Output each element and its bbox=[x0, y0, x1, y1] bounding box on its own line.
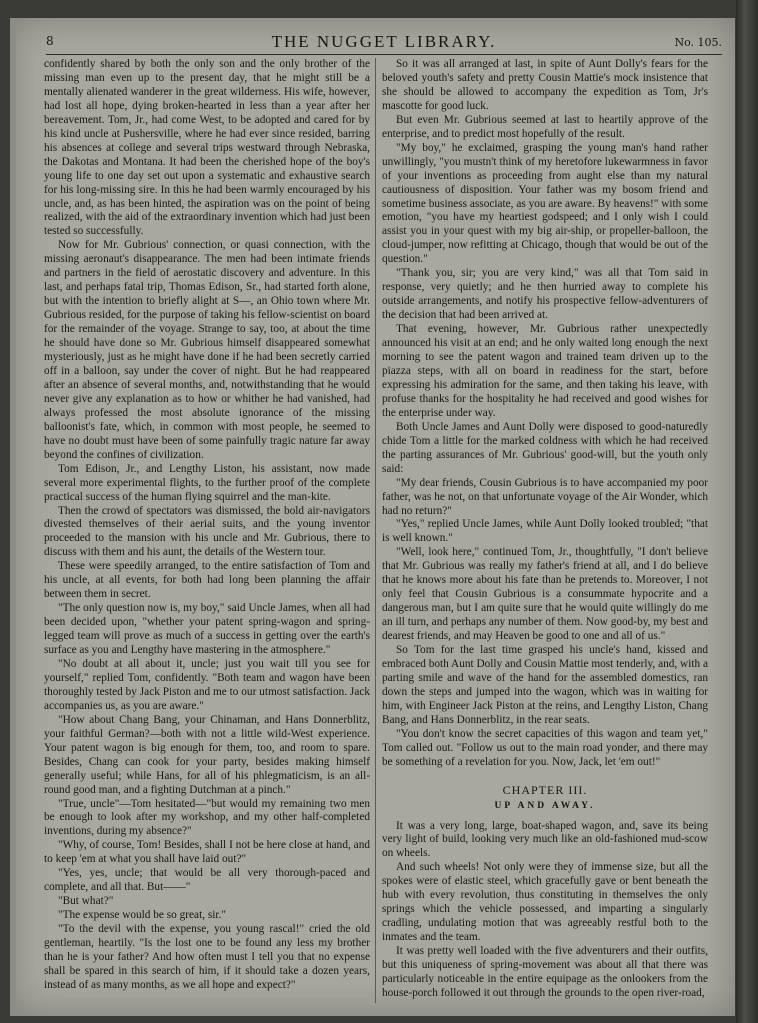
paragraph: It was a very long, large, boat-shaped wagon, and, save its being very light of build, looking very much like an old-fashioned mud-scow on wheels. bbox=[382, 819, 708, 860]
publication-title: THE NUGGET LIBRARY. bbox=[271, 32, 497, 51]
paragraph: These were speedily arranged, to the entire satisfaction of Tom and his uncle, at all events, for both had long been planning the affair between them in secret. bbox=[44, 560, 370, 601]
paragraph: "To the devil with the expense, you young rascal!" cried the old gentleman, heartily. "Is the lost one to be found any less my brother than he is your father? And how often must I tell you that no expense shall be spared in this search of him, if it should take a dozen years, instead of as many months, as we all hope and expect?" bbox=[44, 923, 370, 991]
paragraph: So it was all arranged at last, in spite of Aunt Dolly's fears for the beloved youth's safety and pretty Cousin Mattie's mock insistence that she should be allowed to accompany the expedition as Tom, Jr's mascotte for good luck. bbox=[382, 58, 708, 112]
chapter-heading: CHAPTER III. bbox=[502, 782, 588, 797]
paragraph: "Why, of course, Tom! Besides, shall I not be here close at hand, and to keep 'em at what you shall have laid out?" bbox=[44, 839, 370, 866]
issue-number: No. 105. bbox=[674, 36, 722, 49]
paragraph: "You don't know the secret capacities of this wagon and team yet," Tom called out. "Follow us out to the main road yonder, and there may be something of a revelation for you. Now, Jack, let 'em out!" bbox=[382, 727, 708, 768]
right-column bbox=[382, 58, 708, 1003]
paragraph: "No doubt at all about it, uncle; just you wait till you see for yourself," replied Tom, confidently. "Both team and wagon have been thoroughly tested by Jack Piston and me to our utmost satisfaction. Jack accompanies us, as you are aware." bbox=[44, 657, 370, 712]
paragraph: So Tom for the last time grasped his uncle's hand, kissed and embraced both Aunt Dolly and Cousin Mattie most tenderly, and, with a parting smile and wave of the hand for the assembled domestics, ran down the steps and jumped into the wagon, which was in waiting for him, with Engineer Jack Piston at the reins, and Lengthy Liston, Chang Bang, and Hans Donnerblitz, in the rear seats. bbox=[382, 644, 708, 726]
page-edge bbox=[10, 18, 16, 1016]
chapter-subtitle: UP AND AWAY. bbox=[494, 800, 596, 811]
paragraph: "Thank you, sir; you are very kind," was all that Tom said in response, very quietly; and he then hurried away to complete his outside arrangements, and notify his prospective fellow-adventurers of the decision that had been arrived at. bbox=[382, 267, 708, 322]
paragraph: Now for Mr. Gubrious' connection, or quasi connection, with the missing aeronaut's disappearance. The men had been intimate friends and partners in the field of aerostatic discovery and adventure. In this last, and perhaps fatal trip, Thomas Edison, Sr., had started forth alone, but with the intention to briefly alight at S—, an Ohio town where Mr. Gubrious resided, for the purpose of taking his fellow-scientist on board for the remainder of the voyage. Strange to say, too, at about the time he should have done so Mr. Gubrious himself disappeared somewhat mysteriously, just as he might have done if he had been secretly carried off in a balloon, say under the cover of night. But he had reappeared after an absence of several months, and, notwithstanding that he would never give any explanation as to how or whither he had vanished, had always professed the most absolute ignorance of the missing balloonist's fate, which, in common with most people, he seemed to have no doubt must have been of some painfully tragic nature far away beyond the confines of civilization. bbox=[44, 239, 370, 461]
paragraph: "Yes," replied Uncle James, while Aunt Dolly looked troubled; "that is well known." bbox=[382, 518, 708, 545]
paragraph: It was pretty well loaded with the five adventurers and their outfits, but this uniqueness of spring-movement was about all that there was particularly noticeable in the entire equipage as the onlookers from the house-porch followed it out through the grounds to the open river-road, bbox=[382, 945, 708, 999]
book-page bbox=[10, 18, 735, 1016]
paragraph: Then the crowd of spectators was dismissed, the bold air-navigators divested themselves of their aerial suits, and the young inventor proceeded to the mansion with his uncle and Mr. Gubrious, there to discuss with them and his aunt, the details of the Western tour. bbox=[44, 504, 370, 559]
paragraph: "How about Chang Bang, your Chinaman, and Hans Donnerblitz, your faithful German?—both with not a little wild-West experience. Your patent wagon is big enough for them, too, and room to spare. Besides, Chang can cook for your party, besides making himself generally useful; while Hans, for all of his phlegmaticism, is an all-round good man, and a fighting Dutchman at a pinch." bbox=[44, 713, 370, 796]
paragraph: "My boy," he exclaimed, grasping the young man's hand rather unwillingly, "you mustn't think of my heretofore lukewarmness in favor of your inventions as proceeding from aught else than my natural cautiousness of disposition. Your father was my bosom friend and sometime business associate, as you are aware. By heavens!" with some emotion, "you have my heartiest godspeed; and I only wish I could assist you in your quest with my big air-ship, or propeller-balloon, the cloud-jumper, now refitting at Chicago, though that would be out of the question." bbox=[382, 141, 708, 266]
paragraph: "But what?" bbox=[58, 895, 114, 908]
paragraph: "Well, look here," continued Tom, Jr., thoughtfully, "I don't believe that Mr. Gubrious was really my father's friend at all, and I do believe that he knows more about his fate than he pretends to. Moreover, I not only feel that Cousin Gubrious is a consummate hypocrite and a dangerous man, but I am quite sure that he would quite willingly do me an ill turn, and perhaps any number of them. Now good-by, my best and dearest friends, and may Heaven be good to one and all of us." bbox=[382, 546, 708, 643]
paragraph: "My dear friends, Cousin Gubrious is to have accompanied my poor father, was he not, on that unfortunate voyage of the Air Wonder, which had no return?" bbox=[382, 476, 708, 517]
page-number: 8 bbox=[46, 34, 54, 48]
paragraph: But even Mr. Gubrious seemed at last to heartily approve of the enterprise, and to predict most hopefully of the result. bbox=[382, 113, 708, 140]
paragraph: "The expense would be so great, sir." bbox=[58, 909, 226, 922]
paragraph: "The only question now is, my boy," said Uncle James, when all had been decided upon, "whether your patent spring-wagon and spring-legged team will prove as much of a success in getting over the earth's surface as you and Lengthy have mastering in the atmosphere." bbox=[44, 602, 370, 657]
paragraph: Tom Edison, Jr., and Lengthy Liston, his assistant, now made several more experimental flights, to the further proof of the complete practical success of the human flying squirrel and the man-kite. bbox=[44, 462, 370, 503]
paragraph: confidently shared by both the only son and the only brother of the missing man even up to the present day, that he might still be a mentally alienated wanderer in the great wilderness. His wife, however, had lost all hope, dying broken-hearted in less than a year after her bereavement. Tom, Jr., had come West, to be adopted and cared for by his kind uncle at Pushersville, where he had ever since resided, barring his absences at college and several trips westward through Nebraska, the Dakotas and Montana. It had been the cherished hope of the boy's young life to one day set out upon a systematic and exhaustive search for his long-missing sire. In this he had been warmly encouraged by his uncle, and, as has been hinted, the aspiration was on the point of being realized, with the aid of the extraordinary invention which had just been tested so successfully. bbox=[44, 58, 370, 238]
left-column bbox=[44, 58, 370, 1003]
running-header bbox=[46, 32, 722, 55]
paragraph: "True, uncle"—Tom hesitated—"but would my remaining two men be enough to look after my workshop, and my other half-completed inventions, during my absence?" bbox=[44, 797, 370, 838]
paragraph: "Yes, yes, uncle; that would be all very thorough-paced and complete, and all that. But——" bbox=[44, 867, 370, 894]
paragraph: Both Uncle James and Aunt Dolly were disposed to good-naturedly chide Tom a little for the marked coldness with which he had received the parting assurances of Mr. Gubrious' good-will, but the youth only said: bbox=[382, 420, 708, 475]
paragraph: That evening, however, Mr. Gubrious rather unexpectedly announced his visit at an end; and he only waited long enough the next morning to see the patent wagon and trained team driven up to the piazza steps, with all on board in readiness for the start, before expressing his admiration for the same, and then taking his leave, with profuse thanks for the hospitality he had received and good wishes for the enterprise under way. bbox=[382, 323, 708, 419]
paragraph: And such wheels! Not only were they of immense size, but all the spokes were of elastic steel, which gracefully gave or bent beneath the hub with every revolution, thus constituting in themselves the only springs which the vehicle possessed, and imparting a singularly cradling, undulating motion that was agreeably restful both to the inmates and the team. bbox=[382, 861, 708, 944]
column-divider bbox=[375, 58, 376, 1003]
book-spine bbox=[736, 0, 758, 1023]
